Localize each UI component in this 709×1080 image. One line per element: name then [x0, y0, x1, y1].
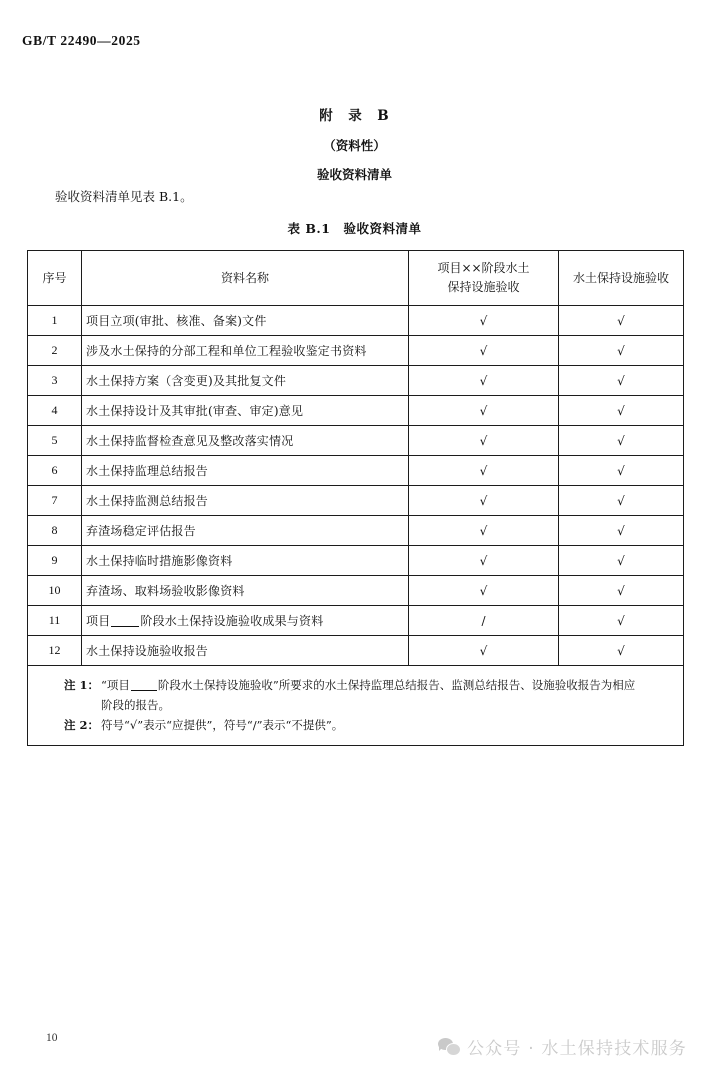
- row-number: 9: [28, 546, 82, 576]
- note-1-text: [101, 675, 673, 715]
- row-mark-stage: /: [409, 606, 559, 636]
- note-1-text-before-blank: “项目: [101, 678, 130, 692]
- row-mark-final: √: [559, 306, 684, 336]
- table-row: [28, 396, 684, 426]
- row-material-name: [82, 606, 409, 636]
- column-header-stage-line2: 保持设施验收: [447, 280, 520, 294]
- note-2-text: 符号“√”表示“应提供”，符号“/”表示“不提供”。: [101, 718, 344, 733]
- column-header-name: 资料名称: [82, 251, 409, 306]
- row-mark-final: √: [559, 576, 684, 606]
- row-mark-stage: √: [409, 456, 559, 486]
- annex-subtitle: 验收资料清单: [316, 167, 392, 182]
- table-row: [28, 336, 684, 366]
- row-number: 11: [28, 606, 82, 636]
- row-mark-final: √: [559, 546, 684, 576]
- column-header-no: 序号: [28, 251, 82, 306]
- row-mark-final: √: [559, 486, 684, 516]
- row-material-name: 项目立项(审批、核准、备案)文件: [82, 306, 409, 336]
- row-number: 2: [28, 336, 82, 366]
- column-header-stage: [409, 251, 559, 306]
- table-row: [28, 636, 684, 666]
- note-1: [38, 675, 673, 715]
- column-header-final: 水土保持设施验收: [559, 251, 684, 306]
- row-name-blank-line: [111, 626, 139, 627]
- row-mark-stage: √: [409, 546, 559, 576]
- row-material-name: 水土保持监测总结报告: [82, 486, 409, 516]
- note-2-label: 注 2：: [64, 718, 100, 733]
- lead-paragraph: 验收资料清单见表 B.1。: [55, 189, 193, 204]
- table-header: [28, 251, 684, 306]
- column-header-stage-line1: 项目××阶段水土: [437, 261, 530, 276]
- annex-kind: （资料性）: [323, 138, 386, 153]
- row-material-name: 水土保持设计及其审批(审查、审定)意见: [82, 396, 409, 426]
- row-mark-final: √: [559, 396, 684, 426]
- table-row: [28, 516, 684, 546]
- row-number: 1: [28, 306, 82, 336]
- table-row: [28, 486, 684, 516]
- row-name-after-blank: 阶段水土保持设施验收成果与资料: [140, 614, 324, 628]
- row-mark-final: √: [559, 456, 684, 486]
- table-row: [28, 576, 684, 606]
- row-material-name: 水土保持设施验收报告: [82, 636, 409, 666]
- row-mark-final: √: [559, 426, 684, 456]
- row-material-name: 弃渣场、取料场验收影像资料: [82, 576, 409, 606]
- note-1-text-line2: 阶段的报告。: [101, 698, 171, 713]
- row-material-name: 水土保持方案（含变更)及其批复文件: [82, 366, 409, 396]
- table-notes-footer: [28, 666, 684, 746]
- row-number: 10: [28, 576, 82, 606]
- row-mark-final: √: [559, 516, 684, 546]
- note-1-blank-line: [131, 690, 157, 691]
- note-1-label: 注 1：: [64, 678, 100, 692]
- row-material-name: 涉及水土保持的分部工程和单位工程验收鉴定书资料: [82, 336, 409, 366]
- row-material-name: 水土保持监理总结报告: [82, 456, 409, 486]
- row-name-before-blank: 项目: [86, 614, 111, 628]
- table-body: [28, 306, 684, 666]
- row-number: 6: [28, 456, 82, 486]
- table-row: [28, 456, 684, 486]
- annex-title-block: [0, 104, 709, 183]
- row-mark-stage: √: [409, 486, 559, 516]
- row-material-name: 水土保持监督检查意见及整改落实情况: [82, 426, 409, 456]
- row-mark-final: √: [559, 606, 684, 636]
- annex-title: 附 录 B: [319, 108, 390, 124]
- table-row: [28, 306, 684, 336]
- table-notes-row: [28, 666, 684, 746]
- row-number: 12: [28, 636, 82, 666]
- table-notes-cell: [28, 666, 684, 746]
- row-number: 7: [28, 486, 82, 516]
- note-1-text-after-blank: 阶段水土保持设施验收”所要求的水土保持监理总结报告、监测总结报告、设施验收报告为相应: [157, 678, 636, 692]
- table-caption: 表 B.1 验收资料清单: [287, 221, 422, 236]
- table-row: [28, 606, 684, 636]
- row-mark-stage: √: [409, 576, 559, 606]
- row-mark-stage: √: [409, 636, 559, 666]
- row-mark-stage: √: [409, 396, 559, 426]
- row-mark-final: √: [559, 366, 684, 396]
- row-mark-stage: √: [409, 336, 559, 366]
- watermark-text: 公众号 · 水土保持技术服务: [466, 1039, 687, 1059]
- table-row: [28, 366, 684, 396]
- row-number: 8: [28, 516, 82, 546]
- table-header-row: [28, 251, 684, 306]
- row-material-name: 水土保持临时措施影像资料: [82, 546, 409, 576]
- standard-number-header: GB/T 22490—2025: [22, 33, 141, 48]
- row-number: 4: [28, 396, 82, 426]
- acceptance-material-table-wrapper: [27, 250, 683, 746]
- table-row: [28, 546, 684, 576]
- page-number: 10: [46, 1032, 58, 1044]
- row-mark-stage: √: [409, 516, 559, 546]
- watermark: [438, 1034, 687, 1059]
- row-mark-stage: √: [409, 306, 559, 336]
- row-mark-stage: √: [409, 366, 559, 396]
- row-mark-final: √: [559, 336, 684, 366]
- table-row: [28, 426, 684, 456]
- row-mark-stage: √: [409, 426, 559, 456]
- row-number: 5: [28, 426, 82, 456]
- row-number: 3: [28, 366, 82, 396]
- row-mark-final: √: [559, 636, 684, 666]
- row-material-name: 弃渣场稳定评估报告: [82, 516, 409, 546]
- acceptance-material-table: [27, 250, 684, 746]
- note-2: [38, 715, 673, 735]
- wechat-icon: [438, 1038, 460, 1056]
